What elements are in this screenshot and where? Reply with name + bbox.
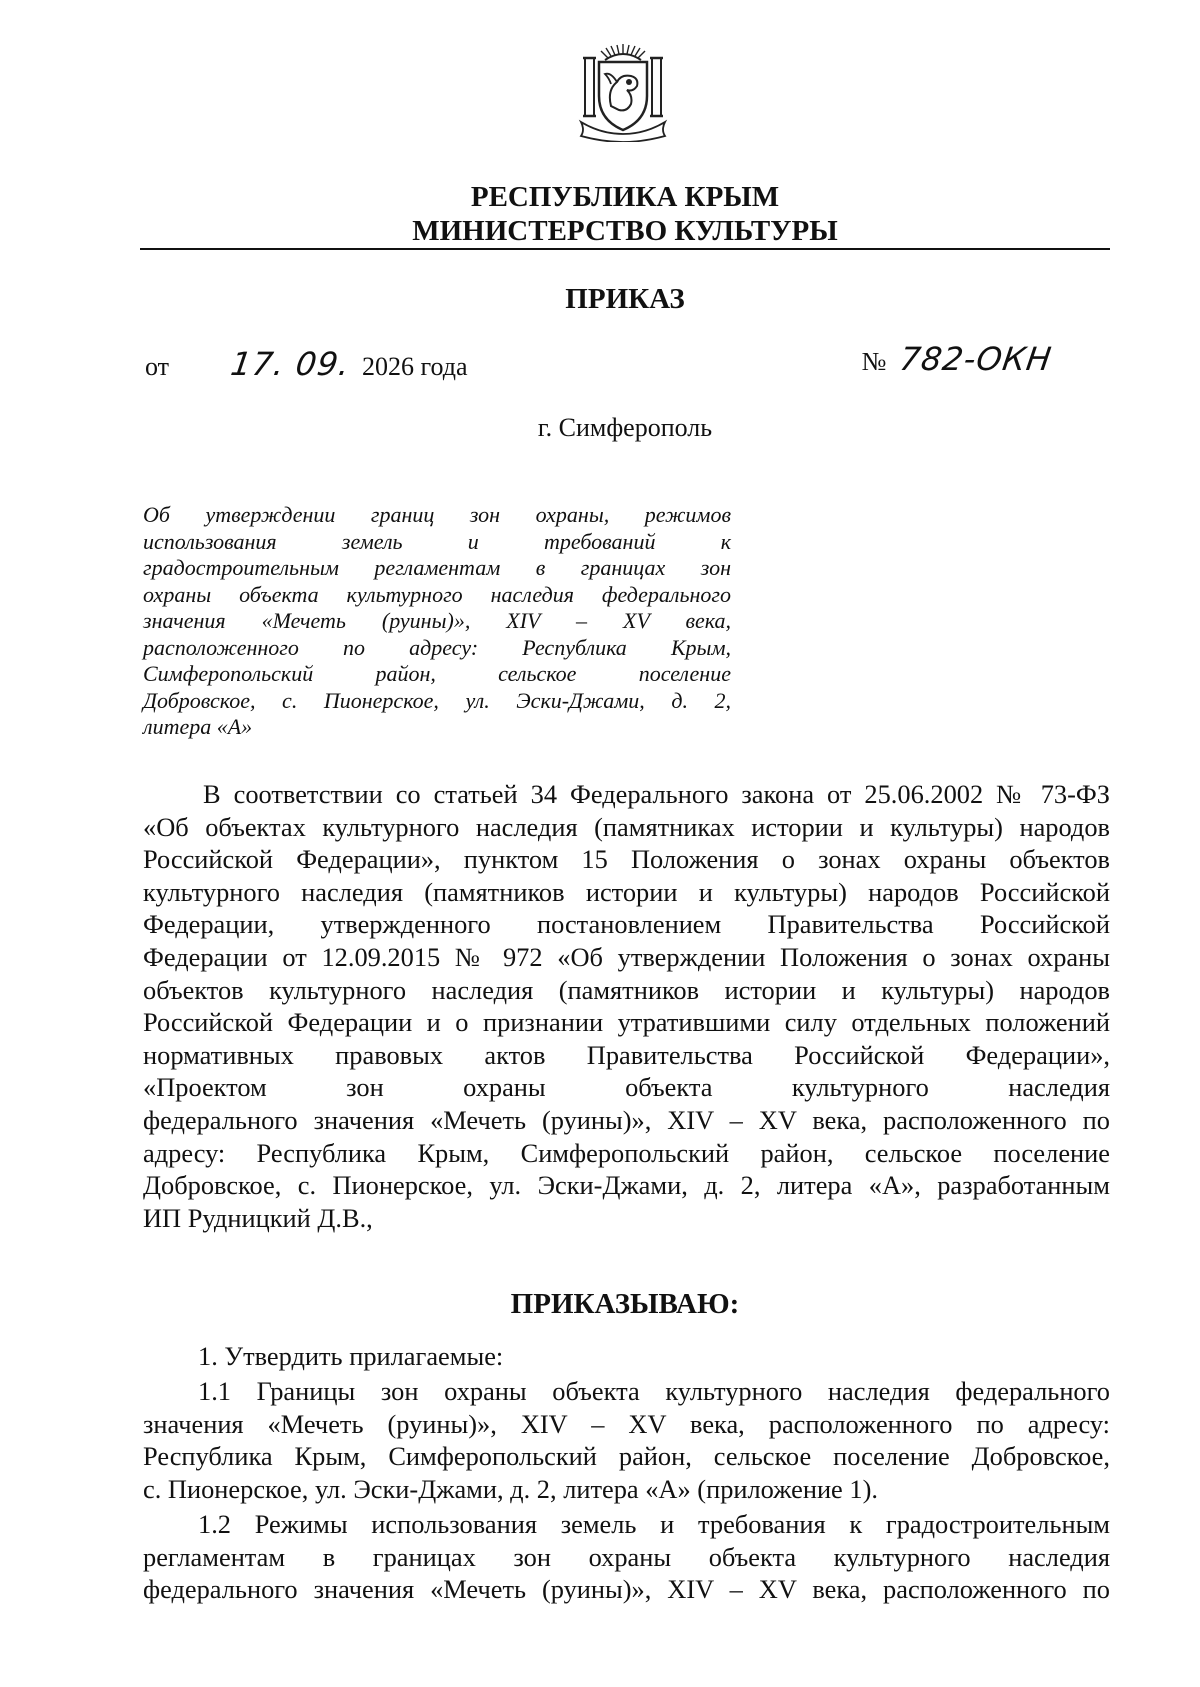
order-heading: ПРИКАЗЫВАЮ: [510, 1288, 740, 1320]
item-1 [143, 1340, 1110, 1373]
document-subject [143, 502, 731, 741]
subject-line: значения «Мечеть (руины)», XIV – XV века, [143, 608, 731, 633]
subject-line: литера «А» [143, 714, 253, 739]
preamble-line: Федерации, утвержденного постановлением Правительства Российской [143, 909, 1110, 940]
number-prefix: № [861, 347, 887, 376]
item-1-1-line: 1.1 Границы зон охраны объекта культурного наследия федерального [198, 1376, 1110, 1406]
item-1-1-line: значения «Мечеть (руины)», XIV – XV века, расположенного по адресу: [143, 1408, 1110, 1439]
item-1-2 [143, 1508, 1110, 1606]
preamble-line: «Проектом зон охраны объекта культурного наследия [143, 1072, 1110, 1103]
preamble-line: нормативных правовых актов Правительства Российской Федерации», [143, 1039, 1110, 1070]
subject-line: охраны объекта культурного наследия федерального [143, 581, 731, 607]
subject-line: Симферопольский район, сельское поселение [143, 661, 731, 686]
header-divider [140, 248, 1110, 250]
preamble-line: Добровское, с. Пионерское, ул. Эски-Джами, д. 2, литера «А», разработанным [143, 1170, 1110, 1201]
date-prefix: от [145, 352, 170, 381]
subject-line: Об утверждении границ зон охраны, режимов [143, 502, 731, 527]
preamble-line: Российской Федерации», пунктом 15 Положения о зонах охраны объектов [143, 844, 1110, 875]
item-1-2-line: регламентам в границах зон охраны объекта культурного наследия [143, 1541, 1110, 1572]
preamble-line: Федерации от 12.09.2015 № 972 «Об утверждении Положения о зонах охраны [143, 941, 1110, 972]
preamble-paragraph [143, 778, 1110, 1234]
subject-line: Добровское, с. Пионерское, ул. Эски-Джами, д. 2, [143, 687, 731, 713]
handwritten-number: 782-ОКН [897, 340, 1055, 378]
date-suffix: 2026 года [361, 352, 468, 381]
preamble-line: Российской Федерации и о признании утратившими силу отдельных положений [143, 1007, 1110, 1038]
crimea-coat-of-arms-icon [571, 38, 675, 142]
document-city: г. Симферополь [537, 413, 713, 442]
item-1-line: 1. Утвердить прилагаемые: [198, 1341, 504, 1371]
subject-line: расположенного по адресу: Республика Крым, [143, 634, 731, 660]
preamble-line: ИП Рудницкий Д.В., [143, 1202, 373, 1233]
preamble-line: культурного наследия (памятников истории и культуры) народов Российской [143, 876, 1110, 907]
item-1-1-line: с. Пионерское, ул. Эски-Джами, д. 2, литера «А» (приложение 1). [143, 1473, 878, 1504]
item-1-1-line: Республика Крым, Симферопольский район, сельское поселение Добровское, [143, 1441, 1110, 1472]
document-number [861, 340, 1055, 378]
header-republic: РЕСПУБЛИКА КРЫМ [470, 181, 780, 213]
item-1-1 [143, 1375, 1110, 1505]
handwritten-date: 17. 09. [228, 345, 353, 383]
preamble-line: адресу: Республика Крым, Симферопольский район, сельское поселение [143, 1137, 1110, 1168]
preamble-line: объектов культурного наследия (памятников истории и культуры) народов [143, 974, 1110, 1005]
document-type: ПРИКАЗ [565, 283, 685, 315]
subject-line: градостроительным регламентам в границах зон [143, 555, 731, 580]
subject-line: использования земель и требований к [143, 528, 731, 554]
header-ministry: МИНИСТЕРСТВО КУЛЬТУРЫ [412, 215, 838, 247]
document-date [145, 345, 468, 383]
preamble-line: В соответствии со статьей 34 Федерального закона от 25.06.2002 № 73-ФЗ [203, 779, 1110, 809]
preamble-line: «Об объектах культурного наследия (памятниках истории и культуры) народов [143, 811, 1110, 842]
preamble-line: федерального значения «Мечеть (руины)», XIV – XV века, расположенного по [143, 1104, 1110, 1135]
item-1-2-line: 1.2 Режимы использования земель и требования к градостроительным [198, 1509, 1110, 1539]
item-1-2-line: федерального значения «Мечеть (руины)», XIV – XV века, расположенного по [143, 1574, 1110, 1605]
